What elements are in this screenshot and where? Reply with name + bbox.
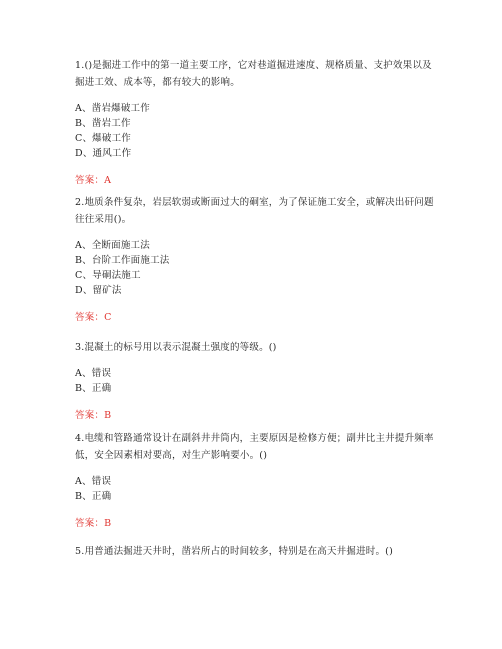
option-a: A、全断面施工法	[75, 240, 150, 251]
question-stem: 2.地质条件复杂，岩层软弱或断面过大的硐室，为了保证施工安全，或解决出矸问题往往采用()。	[75, 197, 434, 225]
question-stem: 1.()是掘进工作中的第一道主要工序，它对巷道掘进速度、规格质量、支护效果以及掘进工效、成本等，都有较大的影响。	[75, 60, 432, 88]
option-a: A、错误	[75, 368, 112, 379]
option-list	[75, 101, 435, 161]
option-c: C、导硐法施工	[75, 270, 141, 281]
option-b: B、台阶工作面施工法	[75, 255, 170, 266]
question-1	[75, 57, 435, 188]
answer-label: 答案：B	[75, 410, 112, 421]
question-stem: 5.用普通法掘进天井时，凿岩所占的时间较多，特别是在高天井掘进时。()	[75, 546, 393, 557]
answer-label: 答案：B	[75, 518, 112, 529]
option-b: B、凿岩工作	[75, 118, 131, 129]
question-stem: 3.混凝土的标号用以表示混凝土强度的等级。()	[75, 342, 277, 353]
option-c: C、爆破工作	[75, 133, 131, 144]
answer-label: 答案：C	[75, 312, 112, 323]
option-b: B、正确	[75, 491, 112, 502]
answer-label: 答案：A	[75, 175, 112, 186]
option-d: D、通风工作	[75, 148, 132, 159]
option-list	[75, 238, 435, 298]
option-a: A、凿岩爆破工作	[75, 103, 150, 114]
option-list	[75, 474, 435, 504]
question-4	[75, 430, 435, 531]
question-2	[75, 194, 435, 325]
option-d: D、留矿法	[75, 285, 122, 296]
option-b: B、正确	[75, 383, 112, 394]
option-list	[75, 366, 435, 396]
question-stem: 4.电缆和管路通常设计在副斜井井筒内，主要原因是检修方便；副井比主井提升频率低，安全因素相对要高，对生产影响要小。()	[75, 433, 434, 461]
question-3	[75, 339, 435, 423]
question-5	[75, 543, 435, 560]
option-a: A、错误	[75, 476, 112, 487]
